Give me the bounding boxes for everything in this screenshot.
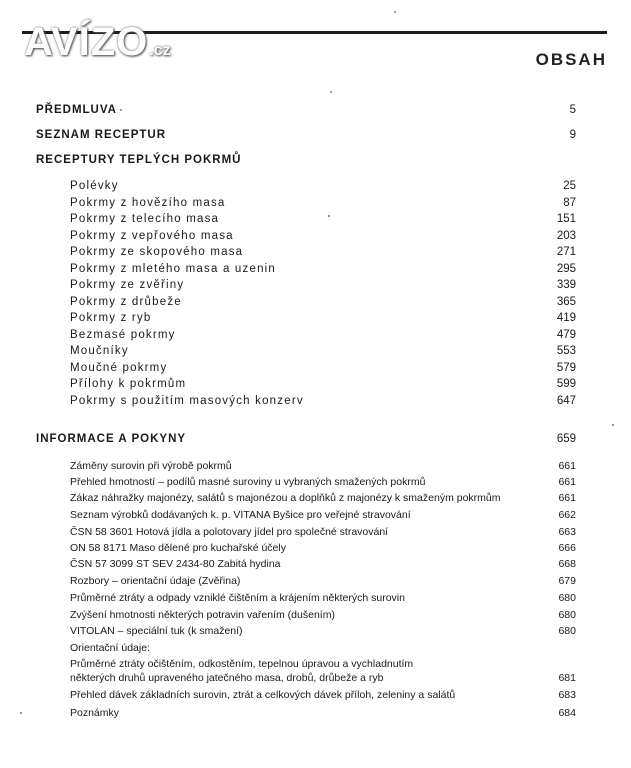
toc-entry-title: Průměrné ztráty a odpady vzniklé čištěním a krájením některých surovin — [70, 592, 405, 604]
toc-entry-title: Přílohy k pokrmům — [70, 378, 187, 390]
toc-entry-title: Pokrmy s použitím masových konzerv — [70, 395, 304, 407]
toc-entry — [0, 246, 631, 260]
toc-section-seznam-receptur — [0, 129, 631, 143]
toc-section-title: INFORMACE A POKYNY — [36, 433, 187, 445]
toc-entry — [0, 213, 631, 227]
scan-speck — [328, 215, 330, 217]
toc-entry-title: Pokrmy ze skopového masa — [70, 246, 244, 258]
toc-page-number: 479 — [556, 329, 576, 341]
toc-entry-title: Moučné pokrmy — [70, 362, 168, 374]
toc-entry-title: Poznámky — [70, 707, 120, 719]
toc-entry — [0, 279, 631, 293]
toc-entry-title: Záměny surovin při výrobě pokrmů — [70, 460, 232, 472]
scan-speck — [330, 91, 332, 93]
toc-entry-title: Seznam výrobků dodávaných k. p. VITANA Byšice pro veřejné stravování — [70, 509, 411, 521]
toc-entry — [0, 609, 631, 623]
toc-page-number: 87 — [563, 197, 576, 209]
toc-page-number: 647 — [556, 395, 576, 407]
toc-section-informace — [0, 433, 631, 447]
toc-entry — [0, 345, 631, 359]
toc-entry-title: Přehled dávek základních surovin, ztrát a celkových dávek příloh, zeleniny a salátů — [70, 689, 456, 701]
toc-section-title: RECEPTURY TEPLÝCH POKRMŮ — [36, 154, 242, 166]
toc-page-number: 681 — [558, 672, 576, 684]
toc-entry-title: ON 58 8171 Maso dělené pro kuchařské účely — [70, 542, 286, 554]
toc-page-number: 9 — [569, 129, 576, 141]
toc-page-number: 579 — [556, 362, 576, 374]
toc-entry — [0, 658, 631, 672]
toc-entry-title: některých druhů upraveného jatečného masa, drobů, drůbeže a ryb — [70, 672, 384, 684]
toc-entry — [0, 180, 631, 194]
toc-entry — [0, 395, 631, 409]
toc-section-predmluva — [0, 104, 631, 118]
toc-entry — [0, 575, 631, 589]
toc-entry — [0, 707, 631, 721]
toc-entry-title: Zákaz náhražky majonézy, salátů s majonézou a doplňků z majonézy k smaženým pokrmům — [70, 492, 501, 504]
toc-page-number: 680 — [558, 625, 576, 637]
toc-entry-title: Pokrmy z hovězího masa — [70, 197, 226, 209]
toc-page-number: 419 — [556, 312, 576, 324]
toc-entry-title: Bezmasé pokrmy — [70, 329, 176, 341]
toc-entry — [0, 625, 631, 639]
toc-section-title: PŘEDMLUVA — [36, 104, 117, 116]
toc-page-number: 663 — [558, 526, 576, 538]
toc-entry-title: Pokrmy z telecího masa — [70, 213, 220, 225]
toc-entry — [0, 362, 631, 376]
toc-entry — [0, 197, 631, 211]
toc-entry — [0, 312, 631, 326]
page-title: OBSAH — [535, 50, 607, 69]
toc-entry-label — [0, 642, 631, 656]
toc-page-number: 25 — [563, 180, 576, 192]
toc-page-number: 668 — [558, 558, 576, 570]
toc-entry — [0, 509, 631, 523]
toc-page-number: 666 — [558, 542, 576, 554]
toc-page-number: 662 — [558, 509, 576, 521]
toc-entry-title: Pokrmy z mletého masa a uzenin — [70, 263, 277, 275]
toc-entry — [0, 230, 631, 244]
toc-entry — [0, 460, 631, 474]
toc-entry-continuation — [0, 672, 631, 686]
toc-page-number: 203 — [556, 230, 576, 242]
toc-page-number: 365 — [556, 296, 576, 308]
toc-entry-title: ČSN 57 3099 ST SEV 2434-80 Zabitá hydina — [70, 558, 281, 570]
toc-entry-title: Zvýšení hmotnosti některých potravin vařením (dušením) — [70, 609, 335, 621]
toc-entry — [0, 492, 631, 506]
toc-page-number: 553 — [556, 345, 576, 357]
toc-entry-title: Pokrmy z drůbeže — [70, 296, 182, 308]
toc-page-number: 271 — [556, 246, 576, 258]
toc-page-number: 659 — [556, 433, 576, 445]
toc-page-number: 295 — [556, 263, 576, 275]
toc-entry-title: Orientační údaje: — [70, 642, 150, 654]
toc-section-receptury — [0, 154, 631, 168]
avizo-watermark-logo: AVÍZO.cz — [24, 20, 171, 64]
toc-page-number: 661 — [558, 492, 576, 504]
toc-page-number: 680 — [558, 592, 576, 604]
toc-entry — [0, 329, 631, 343]
toc-entry-title: ČSN 58 3601 Hotová jídla a polotovary jídel pro společné stravování — [70, 526, 389, 538]
toc-page-number: 339 — [556, 279, 576, 291]
scan-speck — [20, 712, 22, 714]
toc-entry-title: Pokrmy ze zvěřiny — [70, 279, 185, 291]
toc-page-number: 683 — [558, 689, 576, 701]
toc-entry — [0, 689, 631, 703]
toc-page-number: 661 — [558, 476, 576, 488]
toc-entry — [0, 378, 631, 392]
toc-section-title: SEZNAM RECEPTUR — [36, 129, 167, 141]
toc-page-number: 679 — [558, 575, 576, 587]
toc-page-number: 661 — [558, 460, 576, 472]
toc-entry-title: Pokrmy z vepřového masa — [70, 230, 234, 242]
toc-entry-title: Moučníky — [70, 345, 129, 357]
toc-entry-title: Přehled hmotností – podílů masné suroviny u vybraných smažených pokrmů — [70, 476, 426, 488]
toc-entry-title: VITOLAN – speciální tuk (k smažení) — [70, 625, 243, 637]
toc-entry-title: Rozbory – orientační údaje (Zvěřina) — [70, 575, 241, 587]
scan-speck — [612, 424, 614, 426]
toc-entry — [0, 592, 631, 606]
toc-entry — [0, 558, 631, 572]
toc-page-number: 5 — [569, 104, 576, 116]
toc-page-number: 599 — [556, 378, 576, 390]
toc-page-number: 680 — [558, 609, 576, 621]
scan-speck — [394, 11, 396, 13]
toc-entry — [0, 476, 631, 490]
toc-entry — [0, 526, 631, 540]
toc-entry-title: Pokrmy z ryb — [70, 312, 152, 324]
toc-entry-title: Polévky — [70, 180, 119, 192]
toc-entry-title: Průměrné ztráty očištěním, odkostěním, tepelnou úpravou a vychladnutím — [70, 658, 414, 670]
toc-entry — [0, 296, 631, 310]
toc-page-number: 151 — [556, 213, 576, 225]
toc-entry — [0, 542, 631, 556]
toc-page-number: 684 — [558, 707, 576, 719]
scan-speck — [120, 109, 122, 111]
toc-entry — [0, 263, 631, 277]
